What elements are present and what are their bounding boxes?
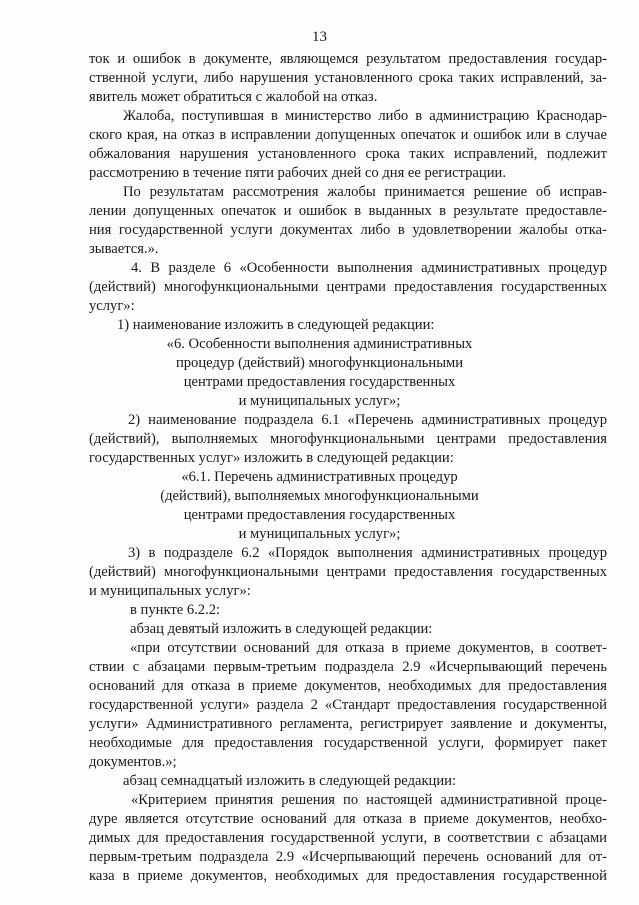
quoted-heading-line: (действий), выполняемых многофункциональными [160,488,479,504]
quoted-heading-line: центрами предоставления государственных [183,507,456,523]
text-line: зывается.». [89,241,159,257]
text-line: документов.»; [89,754,177,770]
text-line: ского края, на отказ в исправлении допущенных опечаток и ошибок или в случае [89,127,607,143]
text-line: услуг»: [89,298,135,314]
text-line: и муниципальных услуг»: [89,583,251,599]
text-line: государственной услуги» раздела 2 «Стандарт предоставления государственной [89,697,607,713]
text-line: первым-третьим подраздела 2.9 «Исчерпывающий перечень оснований для от- [89,849,607,865]
text-line: 4. В разделе 6 «Особенности выполнения административных процедур [131,260,607,276]
text-line: абзац семнадцатый изложить в следующей редакции: [123,773,457,789]
text-line: ток и ошибок в документе, являющемся результатом предоставления государ- [89,51,607,67]
quoted-heading-line: «6.1. Перечень административных процедур [181,469,458,485]
quoted-heading-line: «6. Особенности выполнения административных [166,336,473,352]
text-line: абзац девятый изложить в следующей редакции: [130,621,433,637]
quoted-heading-line: центрами предоставления государственных [183,374,456,390]
quoted-heading-line: процедур (действий) многофункциональными [175,355,464,371]
text-line: (действий) многофункциональными центрами предоставления государственных [89,279,607,295]
text-line: «Критерием принятия решения по настоящей административной проце- [131,792,607,808]
text-line: дуре является отсутствие оснований для отказа в приеме документов, необхо- [89,811,607,827]
text-line: явитель может обратиться с жалобой на отказ. [89,89,378,105]
text-line: 3) в подразделе 6.2 «Порядок выполнения административных процедур [128,545,607,561]
text-line: необходимые для предоставления государственной услуги, формирует пакет [89,735,607,751]
text-line: По результатам рассмотрения жалобы принимается решение об исправ- [123,184,607,200]
text-line: 2) наименование подраздела 6.1 «Перечень административных процедур [128,412,607,428]
quoted-heading-line: и муниципальных услуг»; [238,393,401,409]
text-line: лении допущенных опечаток и ошибок в выданных в результате предоставле- [89,203,607,219]
page-number: 13 [312,29,327,45]
text-line: ния государственной услуги документах либо в удовлетворении жалобы отка- [89,222,607,238]
text-line: 1) наименование изложить в следующей редакции: [117,317,435,333]
text-line: оснований для отказа в приеме документов, необходимых для предоставления [89,678,607,694]
text-line: рассмотрению в течение пяти рабочих дней со дня ее регистрации. [89,165,506,181]
text-line: ственной услуги, либо нарушения установленного срока таких исправлений, за- [89,70,607,86]
text-line: Жалоба, поступившая в министерство либо в администрацию Краснодар- [123,108,607,124]
text-line: обжалования нарушения установленного срока таких исправлений, подлежит [89,146,607,162]
text-line: «при отсутствии оснований для отказа в приеме документов, в соответ- [130,640,607,656]
text-line: (действий), выполняемых многофункциональными центрами предоставления [89,431,607,447]
text-line: государственных услуг» изложить в следующей редакции: [89,450,454,466]
quoted-heading-line: и муниципальных услуг»; [238,526,401,542]
text-line: (действий) многофункциональными центрами предоставления государственных [89,564,607,580]
text-line: димых для предоставления государственной услуги, в соответствии с абзацами [89,830,607,846]
text-line: в пункте 6.2.2: [130,602,221,618]
text-line: ствии с абзацами первым-третьим подраздела 2.9 «Исчерпывающий перечень [89,659,607,675]
text-line: услуги» Административного регламента, регистрирует заявление и документы, [89,716,607,732]
text-line: каза в приеме документов, необходимых для предоставления государственной [89,868,607,884]
